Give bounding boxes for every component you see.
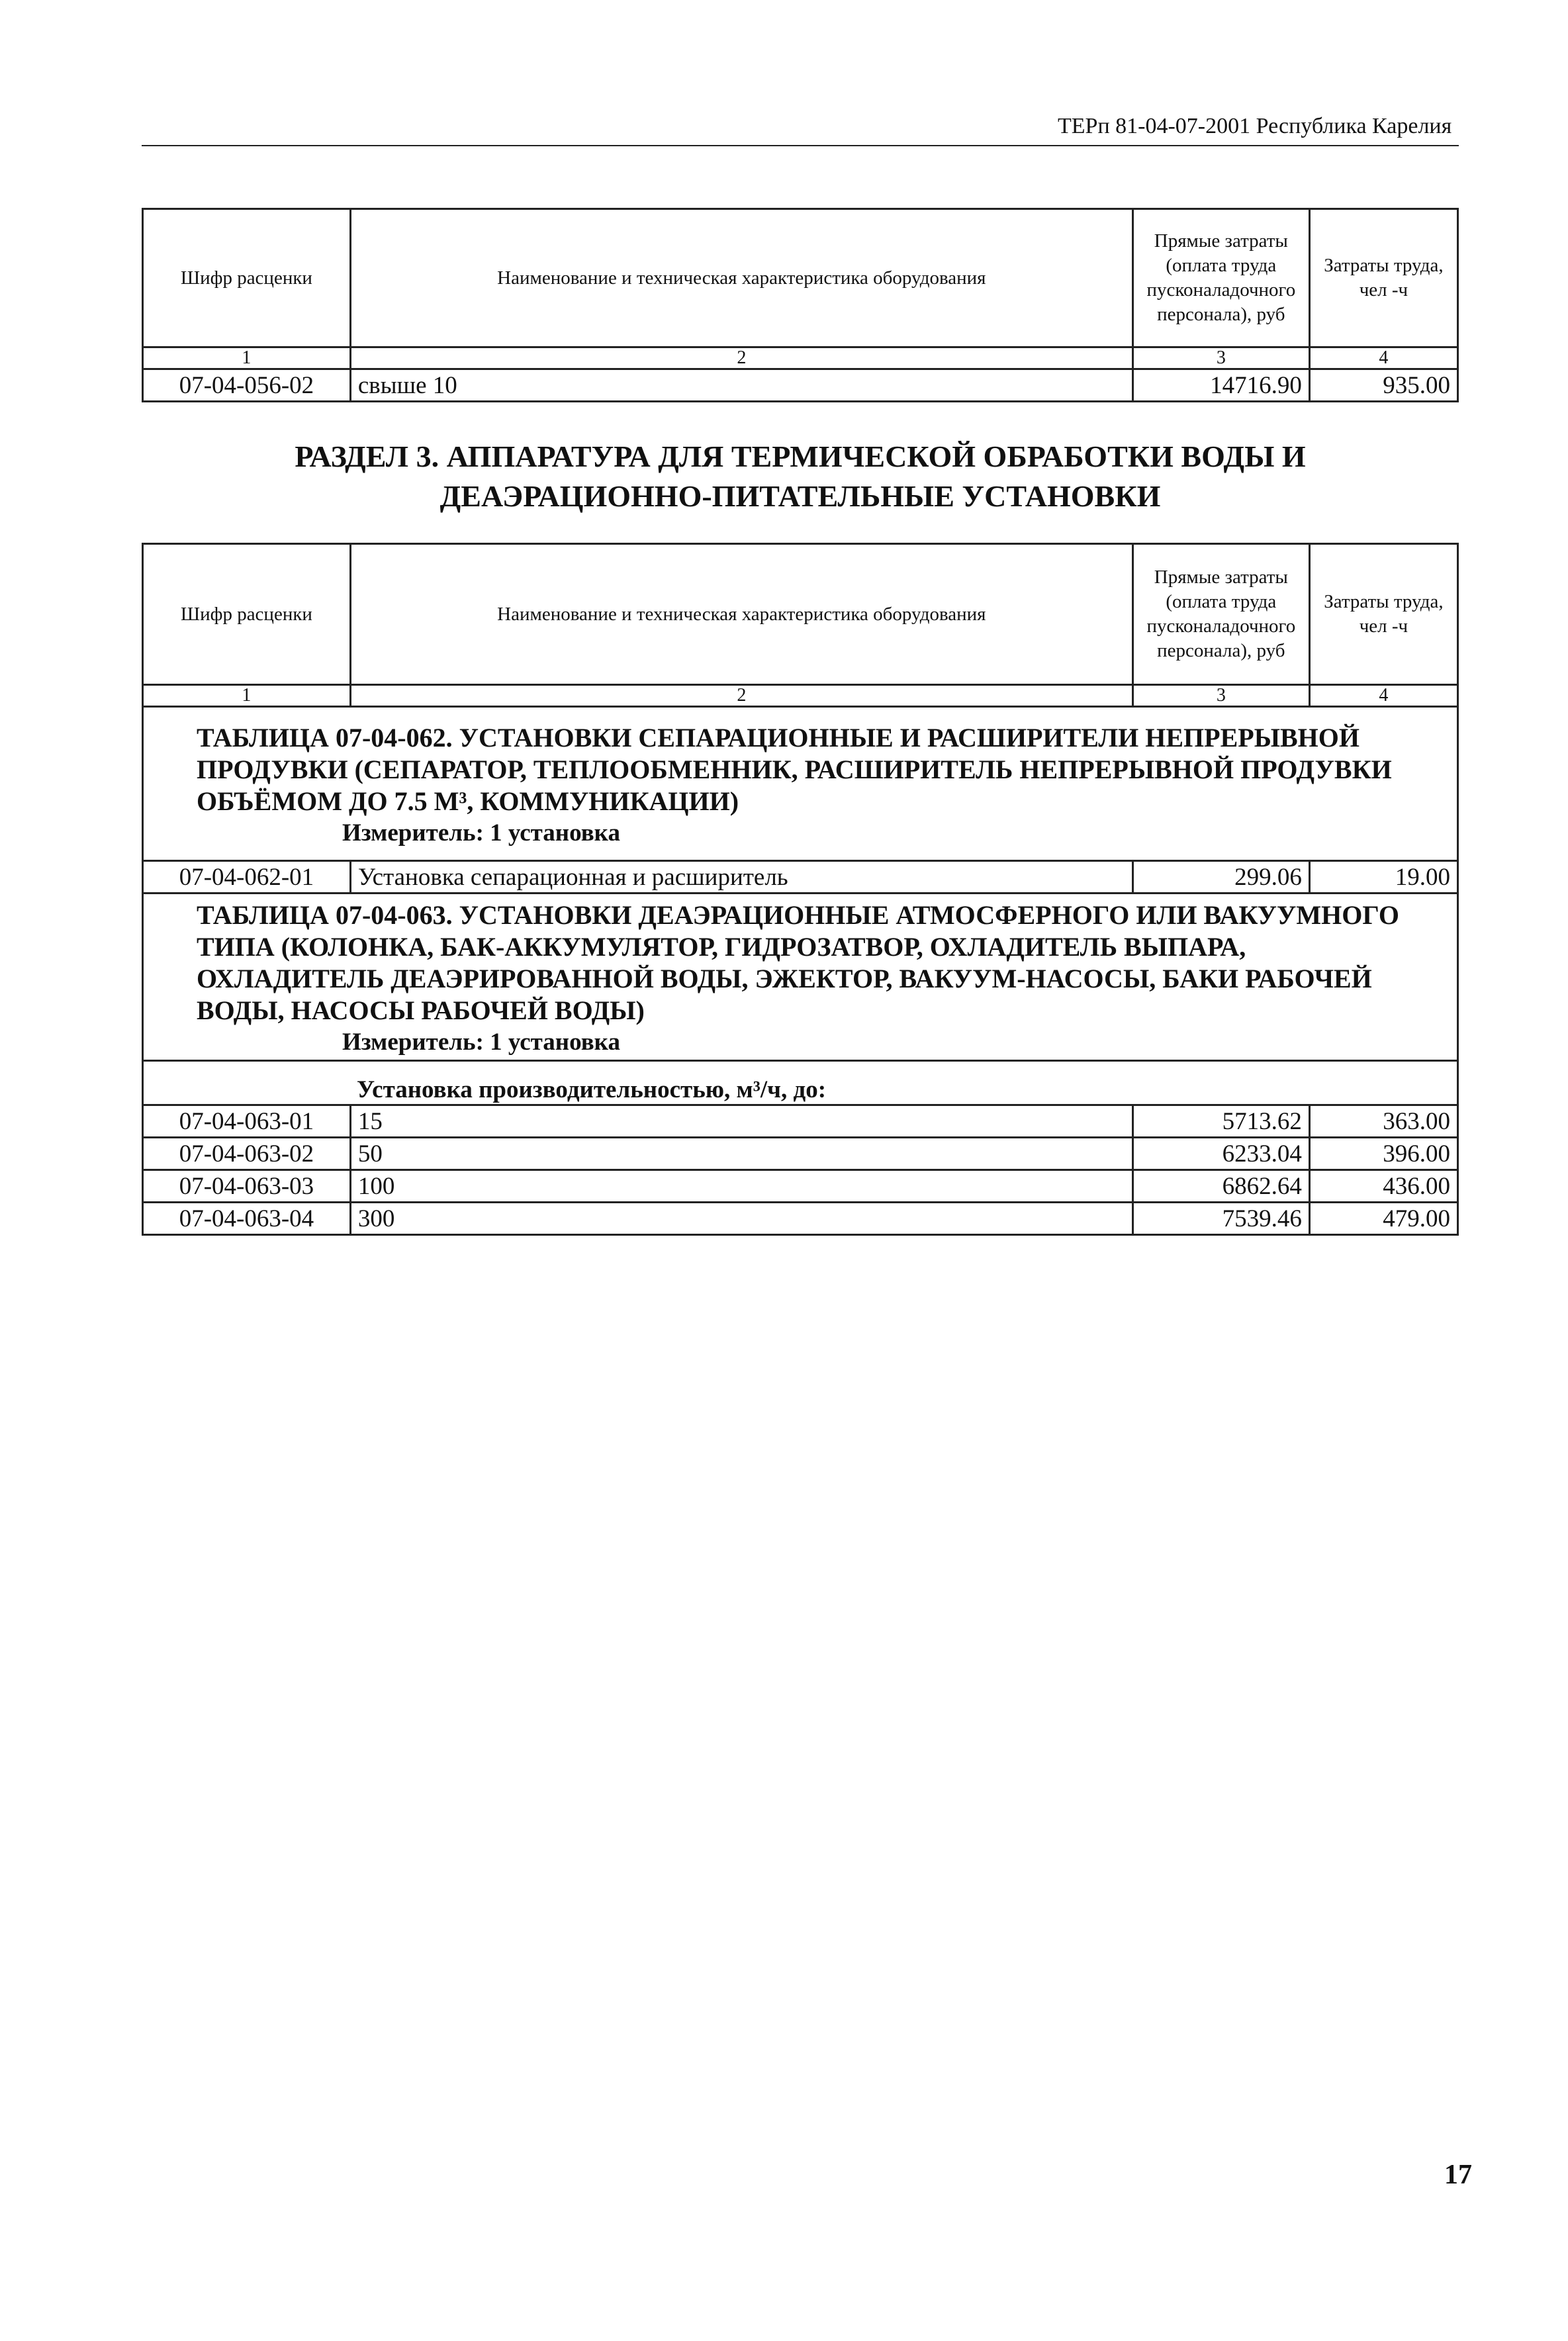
document-header: ТЕРп 81-04-07-2001 Республика Карелия bbox=[1058, 114, 1452, 138]
equipment-name: 100 bbox=[350, 1170, 1132, 1203]
rate-code: 07-04-063-02 bbox=[143, 1138, 351, 1170]
measure-label: Измеритель: bbox=[342, 1029, 484, 1056]
col-header-direct-costs: Прямые затраты (оплата труда пусконаладочного персонала), руб bbox=[1132, 209, 1309, 347]
rate-code: 07-04-063-03 bbox=[143, 1170, 351, 1203]
table-header-row bbox=[143, 544, 1458, 685]
rate-code: 07-04-063-01 bbox=[143, 1105, 351, 1138]
table-062-title-row bbox=[143, 707, 1458, 861]
col-header-code: Шифр расценки bbox=[143, 544, 351, 685]
table-row bbox=[143, 1105, 1458, 1138]
table-row bbox=[143, 1203, 1458, 1235]
section-title-line2: ДЕАЭРАЦИОННО-ПИТАТЕЛЬНЫЕ УСТАНОВКИ bbox=[439, 479, 1161, 513]
page-number: 17 bbox=[1444, 2160, 1472, 2190]
table-062-measure bbox=[197, 817, 1434, 849]
table-row bbox=[143, 1138, 1458, 1170]
col-number: 1 bbox=[143, 347, 351, 369]
table-row bbox=[143, 861, 1458, 894]
col-number: 2 bbox=[350, 685, 1132, 707]
equipment-name: 15 bbox=[350, 1105, 1132, 1138]
labor-cost: 396.00 bbox=[1309, 1138, 1457, 1170]
equipment-name: 300 bbox=[350, 1203, 1132, 1235]
header-divider bbox=[142, 145, 1459, 146]
rate-code: 07-04-062-01 bbox=[143, 861, 351, 894]
table-063-title: ТАБЛИЦА 07-04-063. УСТАНОВКИ ДЕАЭРАЦИОННЫЕ АТМОСФЕРНОГО ИЛИ ВАКУУМНОГО ТИПА (КОЛОНКА, БАК-АККУМУЛЯТОР, ГИДРОЗАТВОР, ОХЛАДИТЕЛЬ ВЫПАРА, ОХЛАДИТЕЛЬ ДЕАЭРИРОВАННОЙ ВОДЫ, ЭЖЕКТОР, ВАКУУМ-НАСОСЫ, БАКИ РАБОЧЕЙ ВОДЫ, НАСОСЫ РАБОЧЕЙ ВОДЫ) bbox=[197, 900, 1399, 1025]
col-number: 1 bbox=[143, 685, 351, 707]
col-number: 4 bbox=[1309, 347, 1457, 369]
equipment-name: 50 bbox=[350, 1138, 1132, 1170]
col-number: 3 bbox=[1132, 685, 1309, 707]
measure-value: 1 установка bbox=[490, 819, 620, 847]
labor-cost: 479.00 bbox=[1309, 1203, 1457, 1235]
labor-cost: 19.00 bbox=[1309, 861, 1457, 894]
direct-cost: 7539.46 bbox=[1132, 1203, 1309, 1235]
column-number-row bbox=[143, 685, 1458, 707]
measure-value: 1 установка bbox=[490, 1029, 620, 1056]
equipment-name: Установка сепарационная и расширитель bbox=[350, 861, 1132, 894]
col-header-labor: Затраты труда, чел -ч bbox=[1309, 544, 1457, 685]
direct-cost: 5713.62 bbox=[1132, 1105, 1309, 1138]
direct-cost: 299.06 bbox=[1132, 861, 1309, 894]
equipment-name: свыше 10 bbox=[350, 369, 1132, 402]
table-header-row bbox=[143, 209, 1458, 347]
table-row bbox=[143, 1170, 1458, 1203]
col-header-name: Наименование и техническая характеристика оборудования bbox=[350, 209, 1132, 347]
col-header-direct-costs: Прямые затраты (оплата труда пусконаладочного персонала), руб bbox=[1132, 544, 1309, 685]
rate-code: 07-04-063-04 bbox=[143, 1203, 351, 1235]
table-063-title-row bbox=[143, 894, 1458, 1061]
table-continued bbox=[142, 208, 1459, 402]
col-header-name: Наименование и техническая характеристика оборудования bbox=[350, 544, 1132, 685]
col-number: 3 bbox=[1132, 347, 1309, 369]
labor-cost: 363.00 bbox=[1309, 1105, 1457, 1138]
rate-code: 07-04-056-02 bbox=[143, 369, 351, 402]
table-section3 bbox=[142, 543, 1459, 1236]
direct-cost: 6233.04 bbox=[1132, 1138, 1309, 1170]
table-063-subheader-row bbox=[143, 1061, 1458, 1105]
table-row bbox=[143, 369, 1458, 402]
table-062-title: ТАБЛИЦА 07-04-062. УСТАНОВКИ СЕПАРАЦИОННЫЕ И РАСШИРИТЕЛИ НЕПРЕРЫВНОЙ ПРОДУВКИ (СЕПАРАТОР, ТЕПЛООБМЕННИК, РАСШИРИТЕЛЬ НЕПРЕРЫВНОЙ ПРОДУВКИ ОБЪЁМОМ ДО 7.5 М³, КОММУНИКАЦИИ) bbox=[197, 723, 1392, 816]
col-header-code: Шифр расценки bbox=[143, 209, 351, 347]
table-063-measure bbox=[197, 1027, 1434, 1058]
column-number-row bbox=[143, 347, 1458, 369]
table-063-subheader: Установка производительностью, м³/ч, до: bbox=[143, 1061, 1458, 1105]
section-title bbox=[142, 437, 1459, 516]
direct-cost: 6862.64 bbox=[1132, 1170, 1309, 1203]
direct-cost: 14716.90 bbox=[1132, 369, 1309, 402]
labor-cost: 935.00 bbox=[1309, 369, 1457, 402]
measure-label: Измеритель: bbox=[342, 819, 484, 847]
col-header-labor: Затраты труда, чел -ч bbox=[1309, 209, 1457, 347]
col-number: 2 bbox=[350, 347, 1132, 369]
section-title-line1: РАЗДЕЛ 3. АППАРАТУРА ДЛЯ ТЕРМИЧЕСКОЙ ОБРАБОТКИ ВОДЫ И bbox=[295, 439, 1306, 473]
labor-cost: 436.00 bbox=[1309, 1170, 1457, 1203]
col-number: 4 bbox=[1309, 685, 1457, 707]
